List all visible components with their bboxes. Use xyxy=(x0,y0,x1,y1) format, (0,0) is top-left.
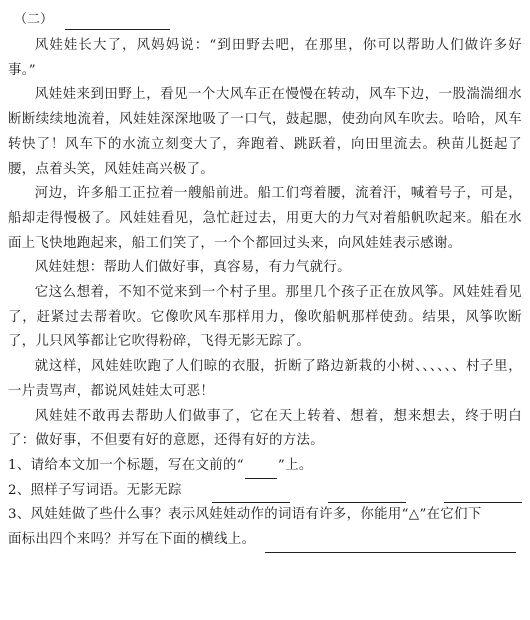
passage-paragraph-5: 它这么想着，不知不觉来到一个村子里。那里几个孩子正在放风筝。风娃娃看见了，赶紧过去帮着吹。它像吹风车那样用力，像吹船帆那样使劲。结果，风筝吹断了，儿只风筝都让它吹得粉碎，飞得无影无踪了。 xyxy=(8,285,522,350)
question-3-line-2 xyxy=(8,528,522,553)
reading-passage xyxy=(8,34,522,553)
question-2-answer-line-2[interactable] xyxy=(328,488,406,503)
question-2-text: 2、照样子写词语。无影无踪 xyxy=(8,482,182,498)
question-1 xyxy=(8,454,522,479)
question-3-answer-line[interactable] xyxy=(265,538,516,553)
question-3-text-2: 面标出四个来吗？并写在下面的横线上。 xyxy=(8,532,256,548)
passage-paragraph-4: 风娃娃想：帮助人们做好事，真容易，有力气就行。 xyxy=(34,260,351,276)
passage-paragraph-1: 风娃娃长大了，风妈妈说：“到田野去吧，在那里，你可以帮助人们做许多好事。” xyxy=(8,38,522,78)
title-answer-blank[interactable] xyxy=(65,15,170,30)
passage-paragraph-2: 风娃娃来到田野上，看见一个大风车正在慢慢在转动，风车下边，一股湍湍细水断断续续地流着，风娃娃深深地吸了一口气，鼓起腮，使劲向风车吹去。哈哈，风车转快了！风车下的水流立刻变大了，奔跑着、跳跃着，向田里流去。秧苗儿挺起了腰，点着头笑，风娃娃高兴极了。 xyxy=(8,87,522,177)
question-2 xyxy=(8,479,522,504)
question-1-prefix: 1、请给本文加一个标题，写在文前的“ xyxy=(8,457,244,473)
passage-paragraph-3: 河边，许多船工正拉着一艘船前进。船工们弯着腰，流着汗，喊着号子，可是，船却走得慢极了。风娃娃看见，急忙赶过去，用更大的力气对着船帆吹起来。船在水面上飞快地跑起来，船工们笑了，一个个都回过头来，向风娃娃表示感谢。 xyxy=(8,186,522,251)
passage-paragraph-6: 就这样，风娃娃吹跑了人们晾的衣服，折断了路边新栽的小树、、、、、、村子里，一片责骂声，都说风娃娃太可恶！ xyxy=(8,359,522,399)
question-3-line-1 xyxy=(8,503,522,528)
section-label: （二） xyxy=(14,12,54,27)
question-2-answer-line-1[interactable] xyxy=(212,488,290,503)
section-header xyxy=(14,8,522,30)
question-1-suffix: ”上。 xyxy=(277,457,313,473)
question-1-blank[interactable] xyxy=(245,464,277,479)
passage-paragraph-7: 风娃娃不敢再去帮助人们做事了，它在天上转着、想着，想来想去，终于明白了：做好事，不但要有好的意愿，还得有好的方法。 xyxy=(8,408,522,449)
question-2-answer-line-3[interactable] xyxy=(444,488,522,503)
question-3-text-1: 3、风娃娃做了些什么事？表示风娃娃动作的词语有许多，你能用“△”在它们下 xyxy=(8,507,482,523)
question-2-answer-lines xyxy=(212,488,522,503)
